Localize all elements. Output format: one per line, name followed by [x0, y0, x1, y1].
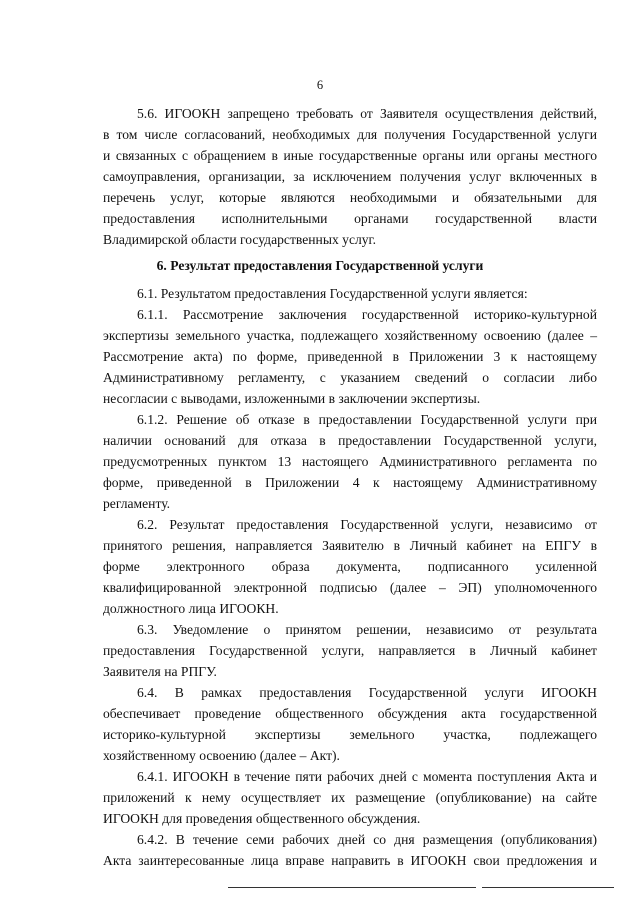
paragraph-line: самоуправления, организации, за исключением получения услуг включенных в: [103, 169, 597, 184]
paragraph-line: форме, приведенной в Приложении 4 к настоящему Административному: [103, 475, 597, 490]
paragraph-line: перечень услуг, которые являются необходимыми и обязательными для: [103, 190, 597, 205]
section-heading: 6. Результат предоставления Государственной услуги: [156, 258, 484, 273]
paragraph-line: наличии оснований для отказа в предоставлении Государственной услуги,: [103, 433, 597, 448]
paragraph-line: 6.2. Результат предоставления Государственной услуги, независимо от: [137, 517, 597, 532]
paragraph-line: 6.4.1. ИГООКН в течение пяти рабочих дней с момента поступления Акта и: [137, 769, 597, 784]
paragraph-line: регламенту.: [103, 496, 171, 511]
paragraph-line: ИГООКН для проведения общественного обсуждения.: [103, 811, 421, 826]
paragraph-line: 6.4. В рамках предоставления Государственной услуги ИГООКН: [137, 685, 597, 700]
page-number: 6: [316, 78, 324, 92]
paragraph-line: Заявителя на РПГУ.: [103, 664, 217, 679]
paragraph-line: 6.1.1. Рассмотрение заключения государственной историко-культурной: [137, 307, 597, 322]
paragraph-line: Владимирской области государственных услуг.: [103, 232, 376, 247]
footer-rule: [482, 887, 614, 888]
paragraph-line: Административному регламенту, с указанием сведений о согласии либо: [103, 370, 597, 385]
paragraph-line: экспертизы земельного участка, подлежащего хозяйственному освоению (далее –: [103, 328, 597, 343]
paragraph-line: 5.6. ИГООКН запрещено требовать от Заявителя осуществления действий,: [137, 106, 597, 121]
paragraph-line: приложений к нему осуществляет их размещение (опубликование) на сайте: [103, 790, 597, 805]
paragraph-line: и связанных с обращением в иные государственные органы или органы местного: [103, 148, 597, 163]
paragraph-line: предоставления Государственной услуги, направляется в Личный кабинет: [103, 643, 597, 658]
paragraph-line: в том числе согласований, необходимых для получения Государственной услуги: [103, 127, 597, 142]
paragraph-line: 6.4.2. В течение семи рабочих дней со дня размещения (опубликования): [137, 832, 597, 847]
paragraph-line: предоставления исполнительными органами государственной власти: [103, 211, 597, 226]
paragraph-line: Рассмотрение акта) по форме, приведенной в Приложении 3 к настоящему: [103, 349, 597, 364]
paragraph-line: несогласии с выводами, изложенными в заключении экспертизы.: [103, 391, 481, 406]
paragraph-line: квалифицированной электронной подписью (далее – ЭП) уполномоченного: [103, 580, 597, 595]
paragraph-line: хозяйственному освоению (далее – Акт).: [103, 748, 340, 763]
paragraph-line: историко-культурной экспертизы земельного участка, подлежащего: [103, 727, 597, 742]
paragraph-line: предусмотренных пунктом 13 настоящего Административного регламента по: [103, 454, 597, 469]
footer-rule: [228, 887, 476, 888]
paragraph-line: должностного лица ИГООКН.: [103, 601, 279, 616]
paragraph-line: обеспечивает проведение общественного обсуждения акта государственной: [103, 706, 597, 721]
paragraph-line: Акта заинтересованные лица вправе направить в ИГООКН свои предложения и: [103, 853, 597, 868]
paragraph-line: принятого решения, направляется Заявителю в Личный кабинет на ЕПГУ в: [103, 538, 597, 553]
paragraph-line: 6.3. Уведомление о принятом решении, независимо от результата: [137, 622, 597, 637]
paragraph-line: форме электронного образа документа, подписанного усиленной: [103, 559, 597, 574]
paragraph-line: 6.1. Результатом предоставления Государственной услуги является:: [137, 286, 528, 301]
paragraph-line: 6.1.2. Решение об отказе в предоставлении Государственной услуги при: [137, 412, 597, 427]
